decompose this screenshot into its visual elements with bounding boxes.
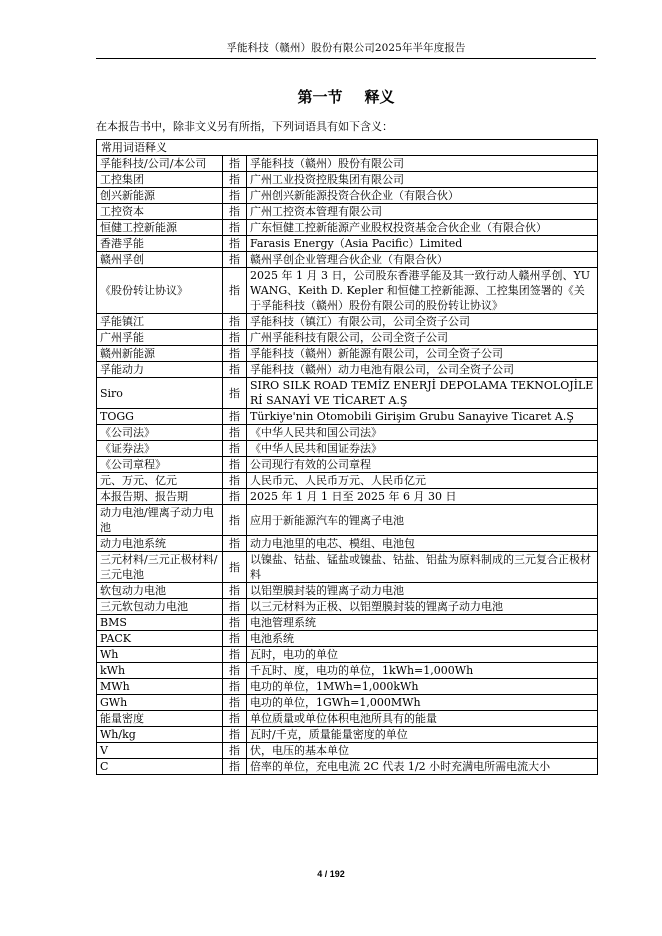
term-cell: 工控资本 (97, 204, 223, 220)
table-row (97, 252, 598, 268)
table-row (97, 473, 598, 489)
definition-cell: 动力电池里的电芯、模组、电池包 (247, 536, 598, 552)
definition-cell: 电功的单位，1MWh=1,000kWh (247, 679, 598, 695)
separator-cell: 指 (223, 188, 247, 204)
term-cell: TOGG (97, 409, 223, 425)
separator-cell: 指 (223, 631, 247, 647)
separator-cell: 指 (223, 536, 247, 552)
definition-cell: 2025 年 1 月 1 日至 2025 年 6 月 30 日 (247, 489, 598, 505)
definition-cell: 应用于新能源汽车的锂离子电池 (247, 505, 598, 536)
table-row (97, 346, 598, 362)
separator-cell: 指 (223, 457, 247, 473)
separator-cell: 指 (223, 441, 247, 457)
term-cell: 恒健工控新能源 (97, 220, 223, 236)
term-cell: 赣州新能源 (97, 346, 223, 362)
term-cell: 三元材料/三元正极材料/三元电池 (97, 552, 223, 583)
definition-cell: 人民币元、人民币万元、人民币亿元 (247, 473, 598, 489)
term-cell: 赣州孚创 (97, 252, 223, 268)
term-cell: 《公司章程》 (97, 457, 223, 473)
definition-cell: 《中华人民共和国公司法》 (247, 425, 598, 441)
separator-cell: 指 (223, 268, 247, 314)
separator-cell: 指 (223, 663, 247, 679)
page-number: 4 / 192 (317, 869, 345, 879)
term-cell: 工控集团 (97, 172, 223, 188)
definition-cell: 单位质量或单位体积电池所具有的能量 (247, 711, 598, 727)
table-row (97, 220, 598, 236)
term-cell: MWh (97, 679, 223, 695)
table-row (97, 663, 598, 679)
table-row (97, 759, 598, 775)
definition-cell: 电池管理系统 (247, 615, 598, 631)
term-cell: BMS (97, 615, 223, 631)
separator-cell: 指 (223, 552, 247, 583)
table-row (97, 330, 598, 346)
term-cell: Wh (97, 647, 223, 663)
definition-cell: 孚能科技（赣州）动力电池有限公司，公司全资子公司 (247, 362, 598, 378)
term-cell: 孚能动力 (97, 362, 223, 378)
table-row (97, 505, 598, 536)
separator-cell: 指 (223, 378, 247, 409)
definition-cell: 孚能科技（镇江）有限公司，公司全资子公司 (247, 314, 598, 330)
separator-cell: 指 (223, 599, 247, 615)
definition-cell: 伏，电压的基本单位 (247, 743, 598, 759)
separator-cell: 指 (223, 743, 247, 759)
separator-cell: 指 (223, 172, 247, 188)
term-cell: kWh (97, 663, 223, 679)
definitions-table (96, 139, 598, 775)
definition-cell: 电池系统 (247, 631, 598, 647)
term-cell: 动力电池/锂离子动力电池 (97, 505, 223, 536)
definition-cell: 广东恒健工控新能源产业股权投资基金合伙企业（有限合伙） (247, 220, 598, 236)
term-cell: 能量密度 (97, 711, 223, 727)
separator-cell: 指 (223, 615, 247, 631)
definition-cell: 赣州孚创企业管理合伙企业（有限合伙） (247, 252, 598, 268)
separator-cell: 指 (223, 252, 247, 268)
table-caption: 常用词语释义 (97, 140, 598, 156)
table-row (97, 172, 598, 188)
table-row (97, 647, 598, 663)
table-row (97, 378, 598, 409)
term-cell: 香港孚能 (97, 236, 223, 252)
separator-cell: 指 (223, 204, 247, 220)
term-cell: 三元软包动力电池 (97, 599, 223, 615)
definition-cell: 孚能科技（赣州）新能源有限公司，公司全资子公司 (247, 346, 598, 362)
separator-cell: 指 (223, 156, 247, 172)
definition-cell: 电功的单位，1GWh=1,000MWh (247, 695, 598, 711)
definition-cell: Farasis Energy（Asia Pacific）Limited (247, 236, 598, 252)
separator-cell: 指 (223, 505, 247, 536)
definition-cell: 2025 年 1 月 3 日，公司股东香港孚能及其一致行动人赣州孚创、YU WANG、Keith D. Kepler 和恒健工控新能源、工控集团签署的《关于孚能科技（赣州）股份有限公司的股份转让协议》 (247, 268, 598, 314)
table-row (97, 743, 598, 759)
definition-cell: 以镍盐、钴盐、锰盐或镍盐、钴盐、铝盐为原料制成的三元复合正极材料 (247, 552, 598, 583)
definition-cell: 以三元材料为正极、以铝塑膜封装的锂离子动力电池 (247, 599, 598, 615)
separator-cell: 指 (223, 473, 247, 489)
separator-cell: 指 (223, 314, 247, 330)
term-cell: Wh/kg (97, 727, 223, 743)
table-caption-row (97, 140, 598, 156)
separator-cell: 指 (223, 695, 247, 711)
header-rule (96, 58, 596, 59)
definition-cell: 广州孚能科技有限公司，公司全资子公司 (247, 330, 598, 346)
term-cell: 《证券法》 (97, 441, 223, 457)
term-cell: 动力电池系统 (97, 536, 223, 552)
definition-cell: 以铝塑膜封装的锂离子动力电池 (247, 583, 598, 599)
table-row (97, 457, 598, 473)
definitions-table-body (97, 140, 598, 775)
term-cell: PACK (97, 631, 223, 647)
separator-cell: 指 (223, 425, 247, 441)
separator-cell: 指 (223, 759, 247, 775)
term-cell: 孚能科技/公司/本公司 (97, 156, 223, 172)
table-row (97, 552, 598, 583)
table-row (97, 599, 598, 615)
table-row (97, 679, 598, 695)
definition-cell: 孚能科技（赣州）股份有限公司 (247, 156, 598, 172)
term-cell: V (97, 743, 223, 759)
separator-cell: 指 (223, 489, 247, 505)
table-row (97, 695, 598, 711)
table-row (97, 615, 598, 631)
separator-cell: 指 (223, 647, 247, 663)
table-row (97, 236, 598, 252)
term-cell: 元、万元、亿元 (97, 473, 223, 489)
table-row (97, 631, 598, 647)
separator-cell: 指 (223, 330, 247, 346)
definition-cell: 广州创兴新能源投资合伙企业（有限合伙） (247, 188, 598, 204)
section-title (96, 86, 596, 107)
definition-cell: 《中华人民共和国证券法》 (247, 441, 598, 457)
term-cell: C (97, 759, 223, 775)
table-row (97, 536, 598, 552)
separator-cell: 指 (223, 727, 247, 743)
separator-cell: 指 (223, 679, 247, 695)
table-row (97, 409, 598, 425)
term-cell: 本报告期、报告期 (97, 489, 223, 505)
definition-cell: 瓦时/千克，质量能量密度的单位 (247, 727, 598, 743)
term-cell: 《股份转让协议》 (97, 268, 223, 314)
section-number: 第一节 (297, 88, 343, 106)
term-cell: 创兴新能源 (97, 188, 223, 204)
separator-cell: 指 (223, 236, 247, 252)
table-row (97, 188, 598, 204)
definition-cell: 广州工控资本管理有限公司 (247, 204, 598, 220)
term-cell: 《公司法》 (97, 425, 223, 441)
term-cell: GWh (97, 695, 223, 711)
separator-cell: 指 (223, 362, 247, 378)
table-row (97, 489, 598, 505)
table-row (97, 362, 598, 378)
definition-cell: 瓦时，电功的单位 (247, 647, 598, 663)
separator-cell: 指 (223, 220, 247, 236)
table-row (97, 727, 598, 743)
table-row (97, 583, 598, 599)
separator-cell: 指 (223, 346, 247, 362)
term-cell: 孚能镇江 (97, 314, 223, 330)
page-header: 孚能科技（赣州）股份有限公司2025年半年度报告 (226, 42, 466, 54)
definition-cell: 公司现行有效的公司章程 (247, 457, 598, 473)
definition-cell: Türkiye'nin Otomobili Girişim Grubu Sanayive Ticaret A.Ş (247, 409, 598, 425)
term-cell: Siro (97, 378, 223, 409)
table-row (97, 425, 598, 441)
table-row (97, 268, 598, 314)
intro-text: 在本报告书中，除非文义另有所指，下列词语具有如下含义： (96, 120, 393, 133)
separator-cell: 指 (223, 409, 247, 425)
section-name: 释义 (364, 88, 395, 106)
definition-cell: 广州工业投资控股集团有限公司 (247, 172, 598, 188)
definition-cell: SIRO SILK ROAD TEMİZ ENERJİ DEPOLAMA TEKNOLOJİLERİ SANAYİ VE TİCARET A.Ş (247, 378, 598, 409)
term-cell: 广州孚能 (97, 330, 223, 346)
term-cell: 软包动力电池 (97, 583, 223, 599)
definition-cell: 倍率的单位，充电电流 2C 代表 1/2 小时充满电所需电流大小 (247, 759, 598, 775)
separator-cell: 指 (223, 583, 247, 599)
table-row (97, 314, 598, 330)
definition-cell: 千瓦时、度，电功的单位，1kWh=1,000Wh (247, 663, 598, 679)
table-row (97, 156, 598, 172)
table-row (97, 204, 598, 220)
table-row (97, 441, 598, 457)
table-row (97, 711, 598, 727)
separator-cell: 指 (223, 711, 247, 727)
